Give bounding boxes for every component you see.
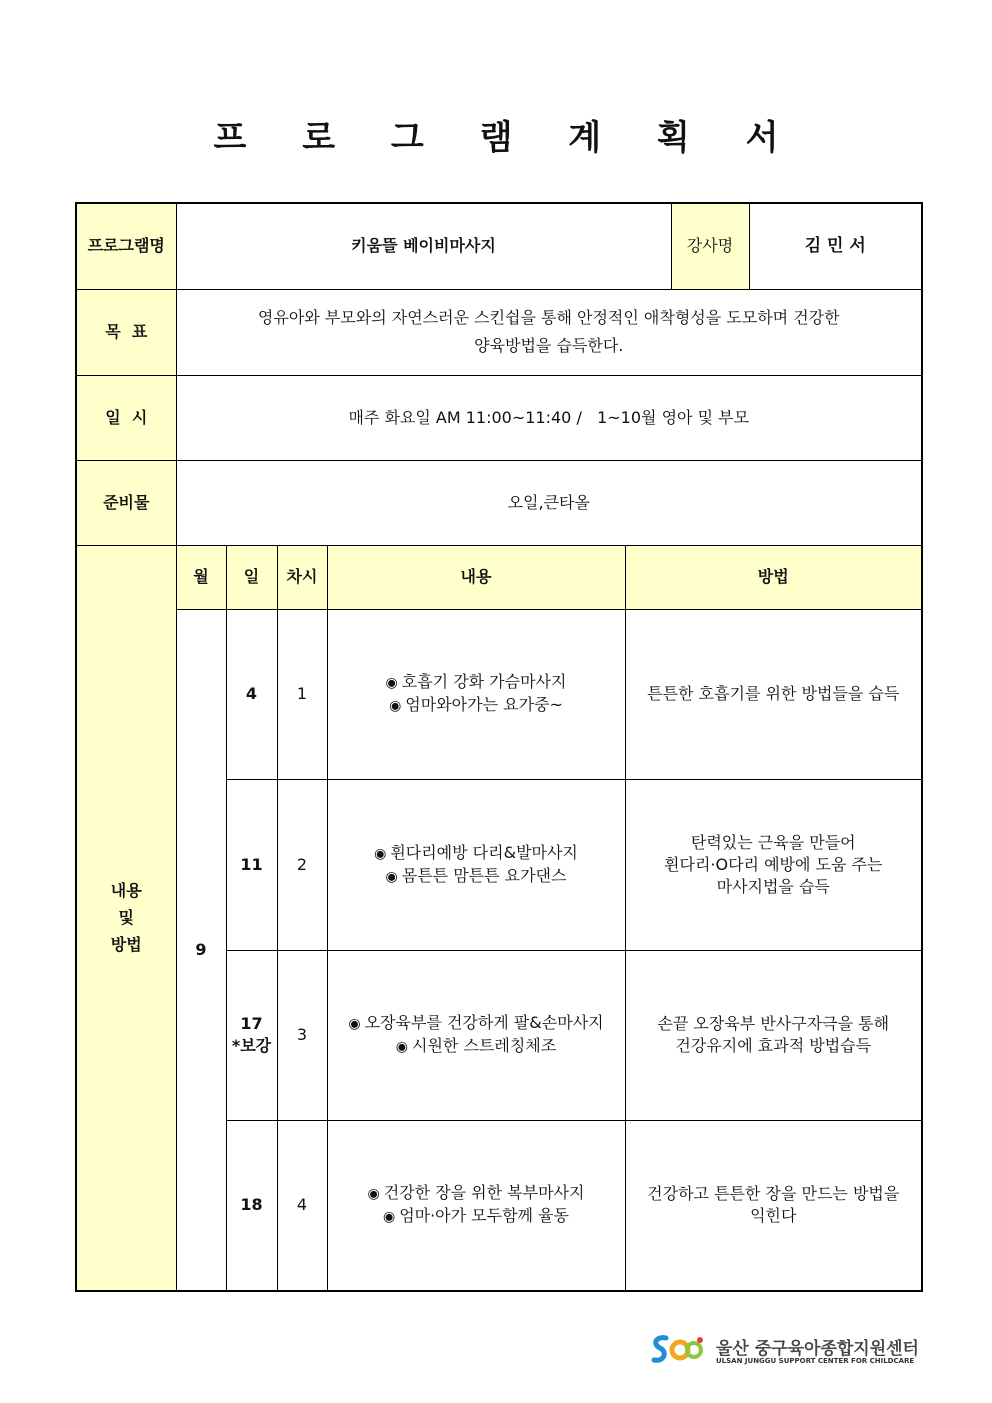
day-cell: [226, 950, 277, 1120]
content-item: [332, 842, 621, 865]
content-text: 엄마·아가 모두함께 율동: [399, 1206, 570, 1226]
day-value: 18: [240, 1195, 263, 1215]
document-title: 프 로 그 램 계 획 서: [213, 118, 801, 158]
schedule-row: [76, 375, 922, 460]
day-value: 11: [240, 854, 263, 874]
session-number: 2: [277, 779, 327, 950]
content-item: [332, 1205, 621, 1228]
bullet-icon: ◉: [382, 1209, 396, 1226]
method-cell: [625, 779, 922, 950]
bullet-icon: ◉: [385, 675, 398, 691]
schedule-label: 일 시: [76, 375, 176, 460]
session-number: 1: [277, 609, 327, 779]
content-label-line-3: 방법: [110, 935, 142, 955]
materials-value: 오일,큰타올: [176, 460, 922, 545]
schedule-value: 매주 화요일 AM 11:00~11:40 / 1~10월 영아 및 부모: [176, 375, 922, 460]
instructor-name: 김 민 서: [749, 203, 922, 289]
header-method: 방법: [625, 545, 922, 609]
method-line: 탄력있는 근육을 만들어: [690, 832, 856, 852]
content-text: 오장육부를 건강하게 팔&손마사지: [364, 1013, 604, 1032]
content-item: [332, 671, 621, 694]
content-method-label: [76, 545, 176, 1291]
org-name-en: ULSAN JUNGGU SUPPORT CENTER FOR CHILDCARE: [716, 1357, 915, 1365]
goal-value: [176, 289, 922, 375]
content-text: 엄마와아가는 요가중~: [405, 695, 563, 714]
content-text: 건강한 장을 위한 복부마사지: [383, 1183, 585, 1203]
session-number: 4: [277, 1120, 327, 1291]
method-cell: [625, 609, 922, 779]
bullet-icon: ◉: [374, 845, 387, 862]
program-name-label: 프로그램명: [76, 203, 176, 289]
content-cell: [327, 1120, 625, 1291]
goal-line-2: 양육방법을 습득한다.: [474, 336, 624, 355]
method-line: 튼튼한 호흡기를 위한 방법들을 습득: [647, 684, 900, 703]
materials-label: 준비물: [76, 460, 176, 545]
program-name-value: 키움뜰 베이비마사지: [176, 203, 671, 289]
footer-logo: [650, 1330, 920, 1370]
bullet-icon: ◉: [367, 1186, 380, 1203]
content-item: [332, 1182, 621, 1205]
session-row-1: [76, 609, 922, 779]
month-cell: 9: [176, 609, 226, 1291]
bullet-icon: ◉: [348, 1016, 361, 1032]
content-cell: [327, 779, 625, 950]
content-item: [332, 694, 621, 717]
method-line: 손끝 오장육부 반사구자극을 통해: [657, 1014, 890, 1033]
day-note: *보강: [231, 1036, 272, 1055]
header-content: 내용: [327, 545, 625, 609]
content-text: 몸튼튼 맘튼튼 요가댄스: [401, 865, 567, 885]
content-cell: [327, 950, 625, 1120]
header-day: 일: [226, 545, 277, 609]
content-text: 호흡기 강화 가슴마사지: [401, 672, 567, 691]
day-value: 17: [240, 1014, 263, 1033]
method-cell: [625, 1120, 922, 1291]
day-cell: [226, 779, 277, 950]
method-line: 건강하고 튼튼한 장을 만드는 방법을: [647, 1184, 900, 1204]
bullet-icon: ◉: [385, 868, 398, 885]
content-item: [332, 1012, 621, 1035]
day-cell: [226, 1120, 277, 1291]
content-label-line-2: 및: [118, 908, 134, 928]
content-text: 시원한 스트레칭체조: [412, 1036, 557, 1055]
session-number: 3: [277, 950, 327, 1120]
day-cell: [226, 609, 277, 779]
content-text: 휜다리예방 다리&발마사지: [390, 842, 578, 862]
materials-row: [76, 460, 922, 545]
program-row: [76, 203, 922, 289]
header-session: 차시: [277, 545, 327, 609]
method-cell: [625, 950, 922, 1120]
content-item: [332, 1035, 621, 1058]
method-line: 마사지법을 습득: [716, 876, 830, 896]
program-plan-table: [75, 202, 923, 1292]
goal-row: [76, 289, 922, 375]
method-line: 건강유지에 효과적 방법습득: [675, 1036, 872, 1055]
header-month: 월: [176, 545, 226, 609]
goal-line-1: 영유아와 부모와의 자연스러운 스킨쉽을 통해 안정적인 애착형성을 도모하며 건강한: [257, 308, 840, 327]
instructor-label: 강사명: [671, 203, 749, 289]
goal-label: 목 표: [76, 289, 176, 375]
content-cell: [327, 609, 625, 779]
method-line: 휜다리·O다리 예방에 도움 주는: [664, 854, 883, 874]
content-item: [332, 865, 621, 888]
day-value: 4: [245, 684, 258, 703]
org-name-ko: 울산 중구육아종합지원센터: [716, 1339, 919, 1359]
bullet-icon: ◉: [389, 698, 402, 714]
bullet-icon: ◉: [395, 1039, 408, 1055]
content-label-line-1: 내용: [110, 881, 142, 901]
sessions-header-row: [76, 545, 922, 609]
org-logo-icon: [650, 1330, 710, 1370]
method-line: 익힌다: [750, 1206, 797, 1226]
